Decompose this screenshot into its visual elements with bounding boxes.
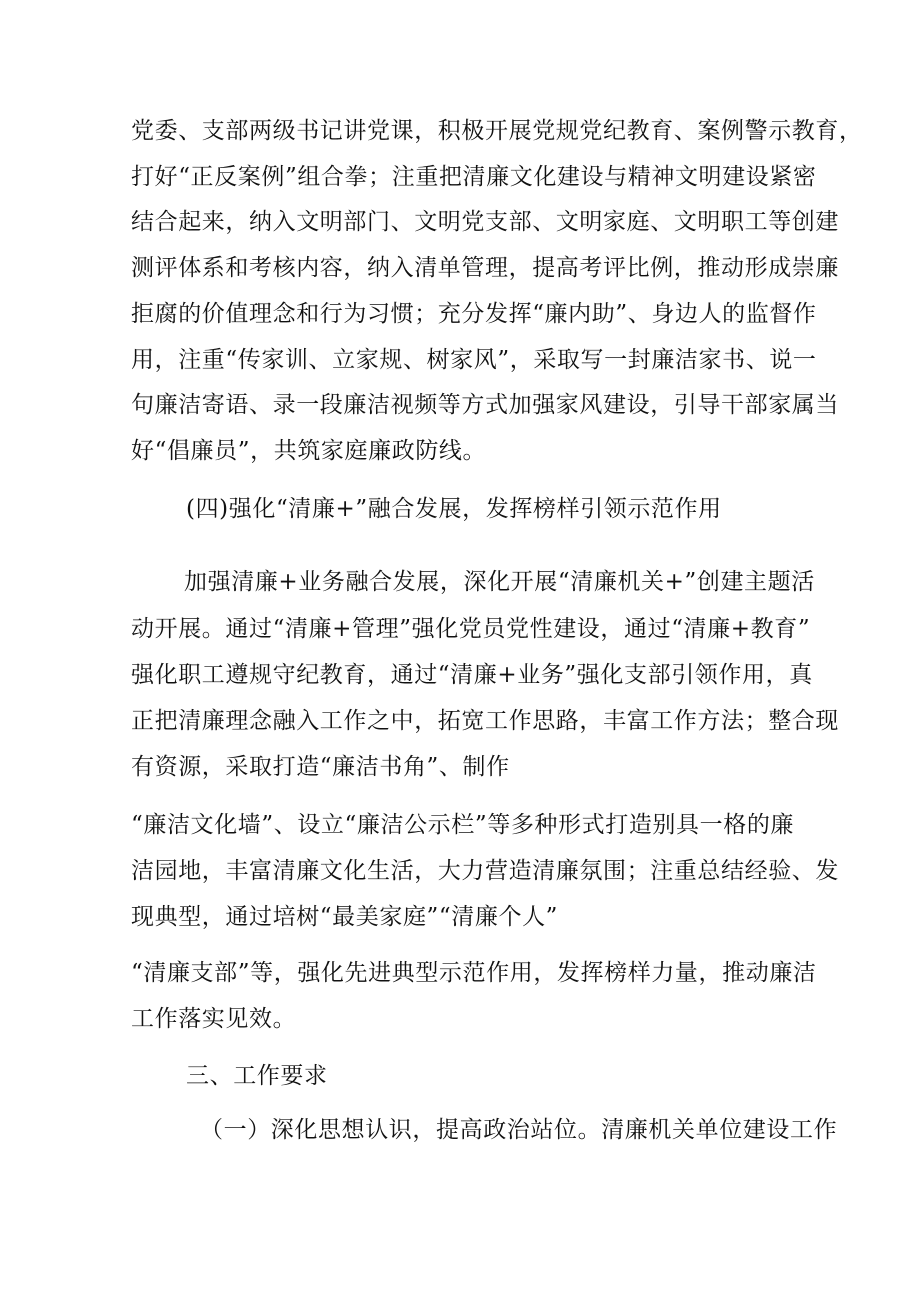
requirement-item-1: （一）深化思想认识，提高政治站位。清廉机关单位建设工作 — [200, 1117, 838, 1143]
paragraph-1-line-5: 拒腐的价值理念和行为习惯；充分发挥“廉内助”、身边人的监督作 — [131, 301, 817, 327]
paragraph-2-line-5: 有资源，采取打造“廉洁书角”、制作 — [131, 754, 510, 780]
paragraph-2-line-8: 现典型，通过培树“最美家庭”“清廉个人” — [131, 904, 559, 930]
paragraph-1-line-8: 好“倡廉员”，共筑家庭廉政防线。 — [131, 438, 487, 464]
paragraph-2-line-7: 洁园地，丰富清廉文化生活，大力营造清廉氛围；注重总结经验、发 — [131, 858, 839, 884]
paragraph-2-line-3: 强化职工遵规守纪教育，通过“清廉+业务”强化支部引领作用，真 — [131, 662, 813, 688]
paragraph-1-line-2: 打好“正反案例”组合拳；注重把清廉文化建设与精神文明建设紧密 — [131, 164, 817, 190]
paragraph-1-line-3: 结合起来，纳入文明部门、文明党支部、文明家庭、文明职工等创建 — [131, 209, 839, 235]
paragraph-2-line-9: “清廉支部”等，强化先进典型示范作用，发挥榜样力量，推动廉洁 — [131, 960, 817, 986]
paragraph-1-line-1: 党委、支部两级书记讲党课，积极开展党规党纪教育、案例警示教育， — [131, 118, 863, 144]
paragraph-2-line-4: 正把清廉理念融入工作之中，拓宽工作思路，丰富工作方法；整合现 — [131, 708, 839, 734]
paragraph-2-line-6: “廉洁文化墙”、设立“廉洁公示栏”等多种形式打造别具一格的廉 — [131, 812, 795, 838]
section-heading-4: (四)强化“清廉+”融合发展，发挥榜样引领示范作用 — [186, 496, 722, 522]
paragraph-2-line-10: 工作落实见效。 — [131, 1006, 297, 1032]
section-3-title: 三、工作要求 — [186, 1063, 328, 1089]
paragraph-2-line-1: 加强清廉+业务融合发展，深化开展“清廉机关+”创建主题活 — [184, 569, 815, 595]
paragraph-1-line-7: 句廉洁寄语、录一段廉洁视频等方式加强家风建设，引导干部家属当 — [131, 392, 839, 418]
paragraph-1-line-4: 测评体系和考核内容，纳入清单管理，提高考评比例，推动形成崇廉 — [131, 255, 839, 281]
paragraph-1-line-6: 用，注重“传家训、立家规、树家风”，采取写一封廉洁家书、说一 — [131, 347, 817, 373]
paragraph-2-line-2: 动开展。通过“清廉+管理”强化党员党性建设，通过“清廉+教育” — [131, 616, 811, 642]
